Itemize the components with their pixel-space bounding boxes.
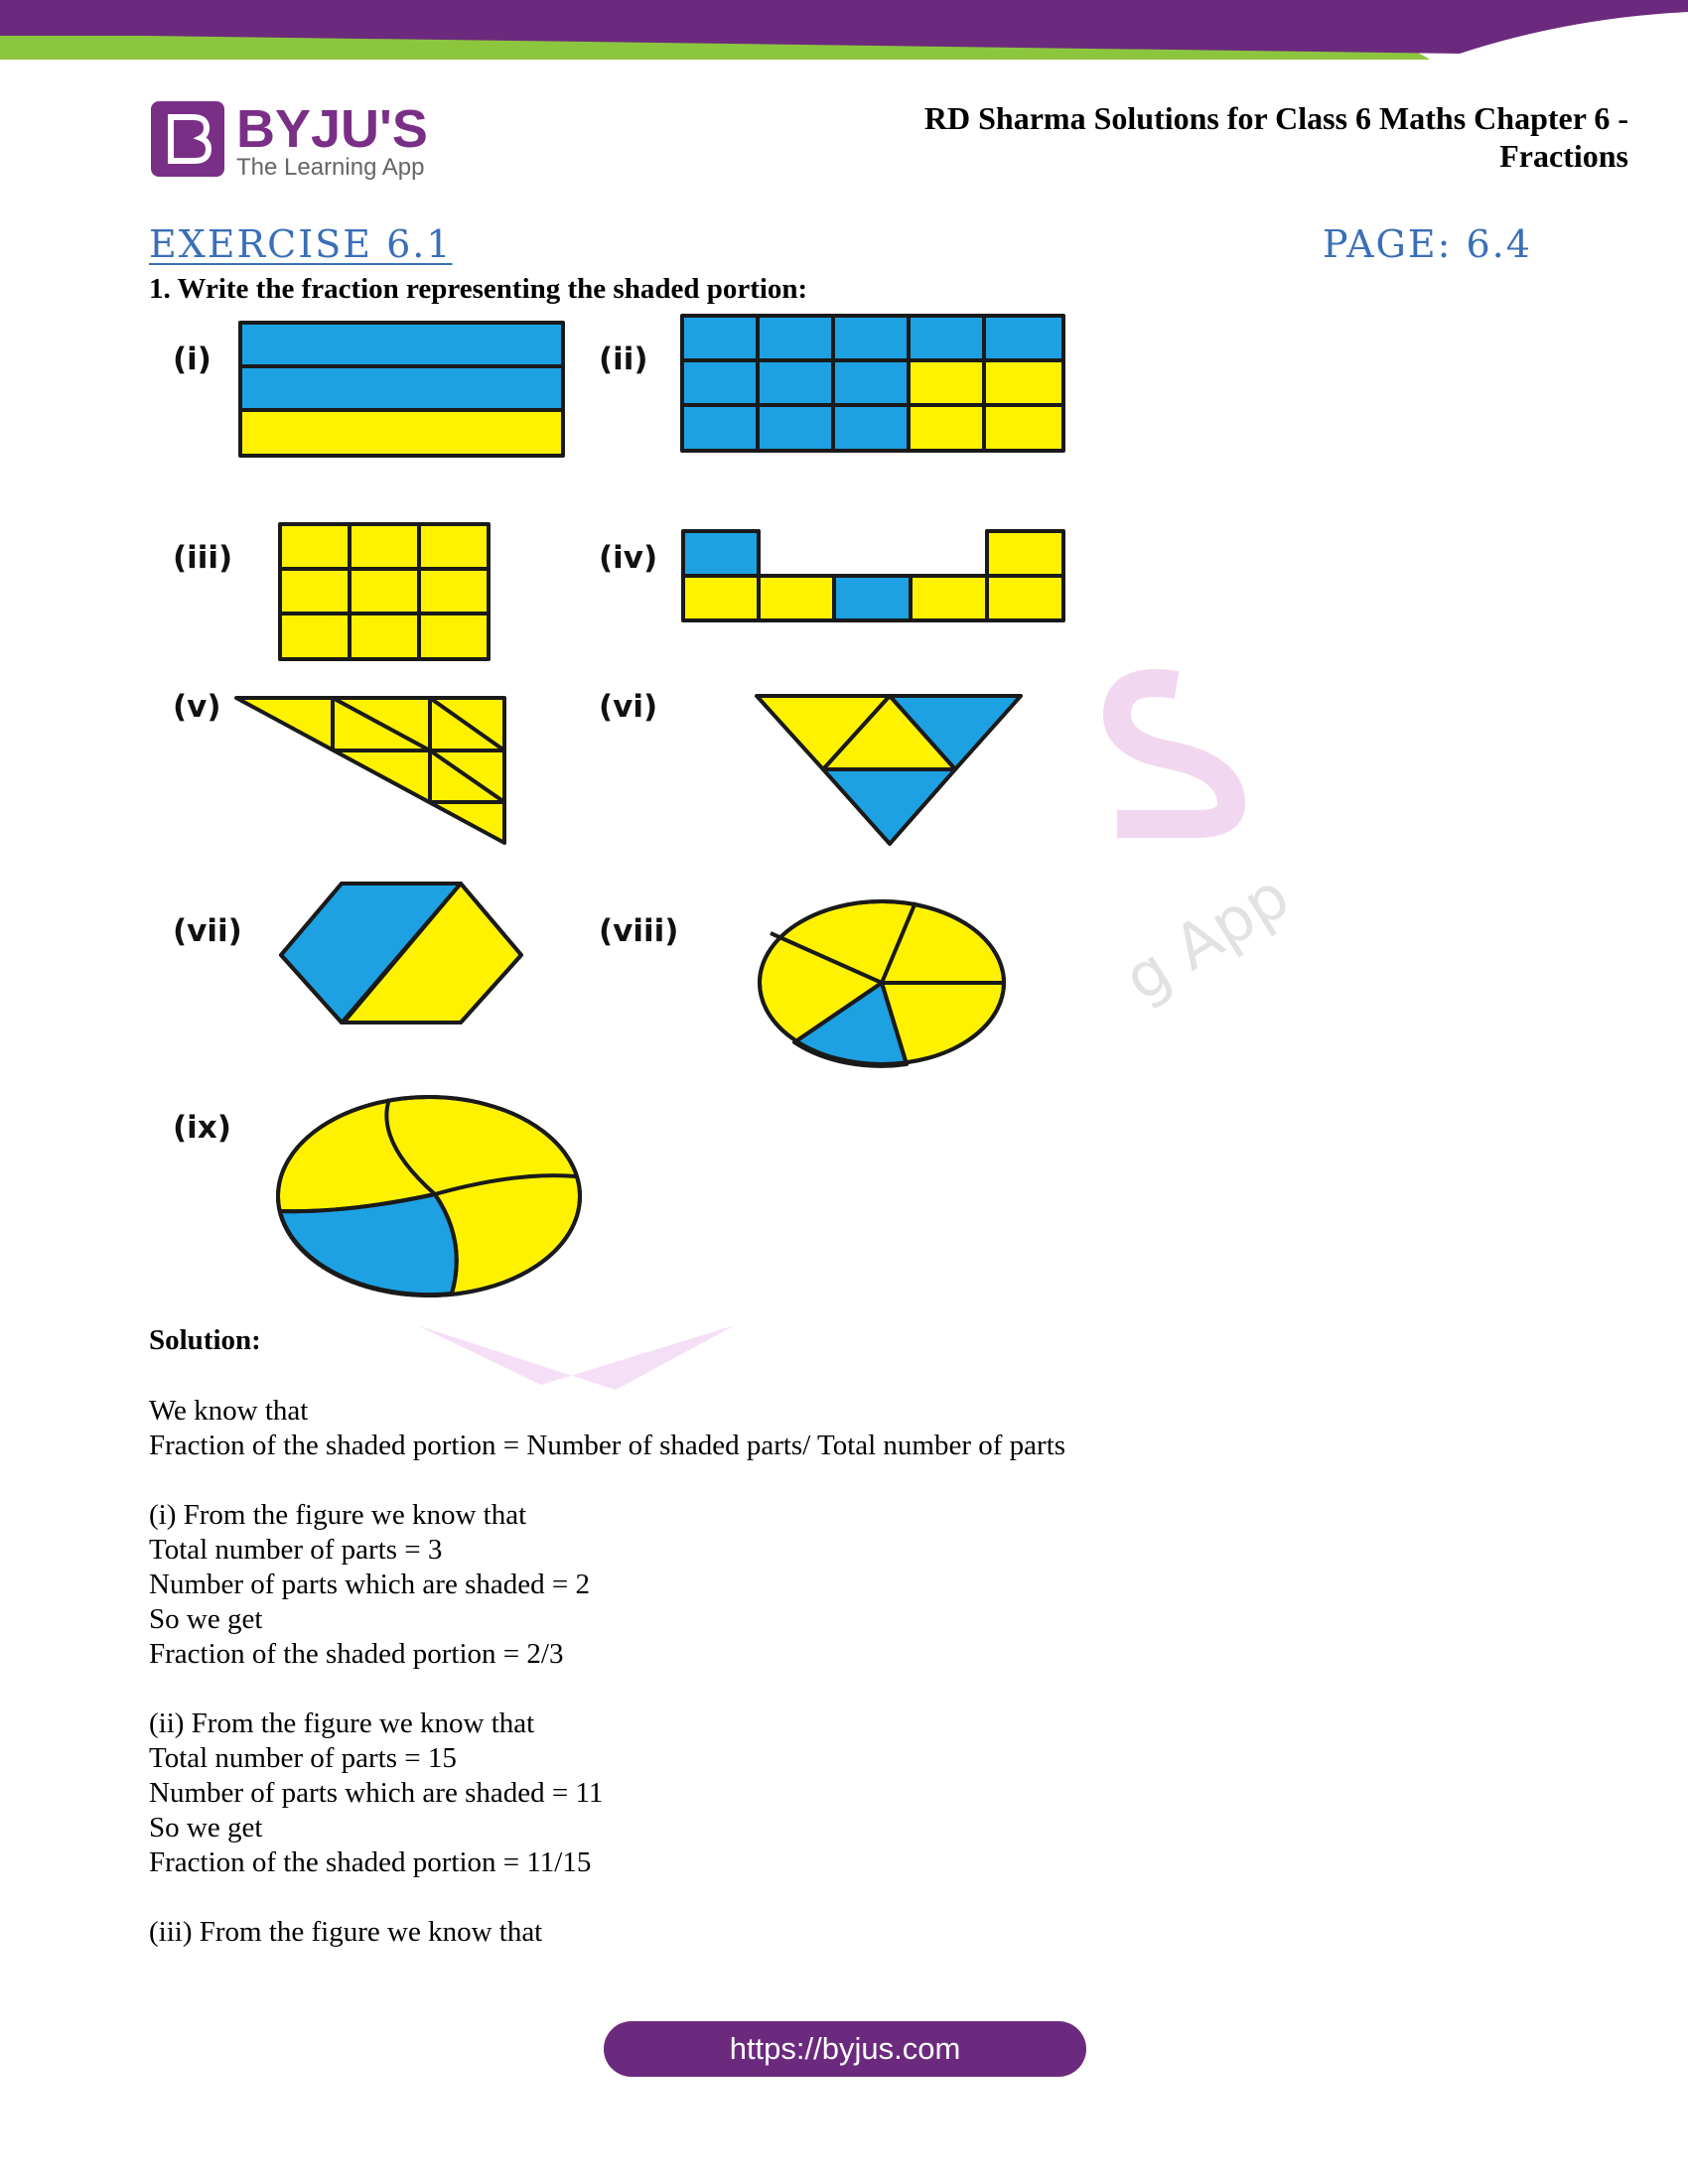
figure-i	[240, 323, 563, 456]
figure-label-ii: (ii)	[599, 341, 648, 377]
solution-part-i	[149, 1498, 590, 1672]
part-ii-line: Fraction of the shaded portion = 11/15	[149, 1846, 592, 1878]
intro-line: Fraction of the shaded portion = Number of shaded parts/ Total number of parts	[149, 1430, 1066, 1461]
figure-label-viii: (viii)	[599, 913, 679, 949]
solution-intro	[149, 1394, 1065, 1463]
figure-iii	[280, 524, 489, 659]
exercise-title: EXERCISE 6.1	[149, 222, 453, 266]
figure-label-vii: (vii)	[173, 913, 242, 949]
page-number: PAGE: 6.4	[1323, 222, 1532, 266]
figure-viii	[760, 901, 1004, 1066]
figure-label-ix: (ix)	[173, 1110, 231, 1146]
figure-label-i: (i)	[173, 341, 211, 377]
part-ii-line: So we get	[149, 1812, 263, 1843]
figure-iv	[683, 531, 1063, 620]
part-i-line: Total number of parts = 3	[149, 1534, 443, 1566]
part-i-line: Fraction of the shaded portion = 2/3	[149, 1638, 564, 1670]
figure-ii	[682, 316, 1063, 451]
part-ii-line: Total number of parts = 15	[149, 1742, 457, 1774]
part-i-line: (i) From the figure we know that	[149, 1499, 527, 1531]
figure-ix	[278, 1097, 580, 1296]
header-title-line2: Fractions	[1499, 138, 1628, 174]
intro-line: We know that	[149, 1395, 309, 1427]
logo-tagline: The Learning App	[236, 154, 425, 181]
part-ii-line: Number of parts which are shaded = 11	[149, 1777, 604, 1809]
figure-label-vi: (vi)	[599, 689, 658, 725]
figure-label-iii: (iii)	[173, 540, 233, 576]
footer-url-link[interactable]: https://byjus.com	[604, 2021, 1086, 2077]
part-iii-line: (iii) From the figure we know that	[149, 1916, 543, 1948]
figure-label-v: (v)	[173, 689, 221, 725]
part-i-line: Number of parts which are shaded = 2	[149, 1569, 590, 1600]
figure-label-iv: (iv)	[599, 540, 658, 576]
part-ii-line: (ii) From the figure we know that	[149, 1707, 535, 1739]
logo-wordmark: BYJU'S	[236, 99, 428, 159]
solution-part-iii	[149, 1915, 542, 1950]
question-text: 1. Write the fraction representing the shaded portion:	[149, 273, 808, 305]
solution-part-ii	[149, 1706, 603, 1880]
solution-heading: Solution:	[149, 1324, 261, 1356]
figure-vii	[281, 884, 521, 1023]
part-i-line: So we get	[149, 1603, 263, 1635]
figure-vi	[757, 696, 1021, 844]
svg-text:g App: g App	[1111, 859, 1302, 1016]
figure-v	[236, 698, 504, 843]
header-title-line1: RD Sharma Solutions for Class 6 Maths Chapter 6 -	[923, 100, 1628, 136]
